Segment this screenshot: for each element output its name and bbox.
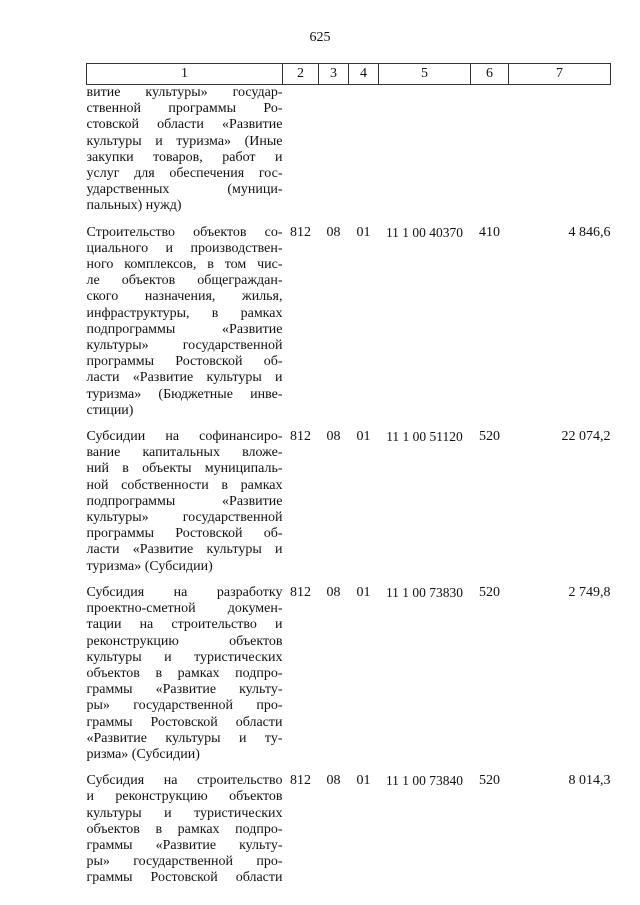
description-line: ры» государственной про- — [86, 698, 283, 714]
description-line: граммы Ростовской области — [86, 714, 283, 730]
description-line: проектно-сметной докумен- — [86, 601, 283, 617]
row-expense-type: 520 — [479, 773, 500, 789]
budget-table — [86, 63, 611, 897]
row-ministry: 812 — [290, 773, 311, 789]
row-subsection: 01 — [356, 429, 371, 445]
description-line: программы Ростовской об- — [86, 354, 283, 370]
description-line: ственной программы Ро- — [86, 101, 283, 117]
description-line: ний в объекты муниципаль- — [86, 461, 283, 477]
header-col-2: 2 — [283, 64, 319, 85]
row-section: 08 — [326, 429, 341, 445]
description-line: культуры и туристических — [86, 805, 283, 821]
description-line: витие культуры» государ- — [86, 85, 283, 100]
description-line: ласти «Развитие культуры и — [86, 542, 283, 558]
row-subsection: 01 — [356, 584, 371, 600]
page-number: 625 — [309, 30, 331, 45]
row-target: 11 1 00 73830 — [385, 584, 464, 600]
description-line: закупки товаров, работ и — [86, 149, 283, 165]
table-row — [87, 585, 611, 773]
row-ministry — [283, 85, 319, 225]
description-line: туризма» (Субсидии) — [86, 558, 213, 574]
row-expense-type — [471, 85, 509, 225]
description-line: Субсидия на разработку — [86, 584, 283, 600]
description-line: ского назначения, жилья, — [86, 289, 283, 305]
row-subsection: 01 — [356, 224, 371, 240]
description-line: граммы Ростовской области — [86, 870, 283, 886]
description-line: ры» государственной про- — [86, 854, 283, 870]
row-amount: 22 074,2 — [561, 429, 611, 445]
description-line: услуг для обеспечения гос- — [86, 166, 283, 182]
row-ministry: 812 — [290, 224, 311, 240]
row-subsection — [349, 85, 379, 225]
row-target: 11 1 00 51120 — [386, 429, 463, 445]
row-ministry: 812 — [290, 429, 311, 445]
header-col-4: 4 — [349, 64, 379, 85]
header-col-7: 7 — [509, 64, 611, 85]
description-line: пальных) нужд) — [86, 198, 182, 214]
row-section: 08 — [326, 773, 341, 789]
description-line: ле объектов общеграждан- — [86, 273, 283, 289]
row-amount: 4 846,6 — [568, 224, 611, 240]
header-col-6: 6 — [471, 64, 509, 85]
description-line: подпрограммы «Развитие — [86, 321, 283, 337]
row-section — [319, 85, 349, 225]
row-description — [87, 429, 283, 585]
header-row — [87, 64, 611, 85]
description-line: подпрограммы «Развитие — [86, 493, 283, 509]
row-target: 11 1 00 40370 — [385, 224, 464, 240]
description-line: культуры» государственной — [86, 338, 283, 354]
description-line: стовской области «Развитие — [86, 117, 283, 133]
description-line: Субсидии на софинансиро- — [86, 429, 283, 445]
description-line: и реконструкцию объектов — [86, 789, 283, 805]
row-expense-type: 520 — [479, 429, 500, 445]
row-expense-type: 520 — [479, 584, 500, 600]
description-line: реконструкцию объектов — [86, 633, 283, 649]
table-row — [87, 773, 611, 896]
row-target — [379, 85, 471, 225]
description-line: вание капитальных вложе- — [86, 445, 283, 461]
description-line: циального и производствен- — [86, 240, 283, 256]
header-col-3: 3 — [319, 64, 349, 85]
row-subsection: 01 — [356, 773, 371, 789]
description-line: ного комплексов, в том чис- — [86, 257, 283, 273]
header-col-5: 5 — [379, 64, 471, 85]
description-line: культуры» государственной — [86, 510, 283, 526]
row-amount — [509, 85, 611, 225]
description-line: культуры и туристических — [86, 649, 283, 665]
description-line: объектов в рамках подпро- — [86, 665, 283, 681]
header-col-1: 1 — [87, 64, 283, 85]
description-line: стиции) — [86, 402, 134, 418]
row-section: 08 — [326, 584, 341, 600]
description-line: ной собственности в рамках — [86, 477, 283, 493]
description-line: «Развитие культуры и ту- — [86, 730, 283, 746]
description-line: инфраструктуры, в рамках — [86, 305, 283, 321]
table-row — [87, 85, 611, 225]
row-description — [87, 585, 283, 773]
table-row — [87, 429, 611, 585]
description-line: туризма» (Бюджетные инве- — [86, 386, 283, 402]
description-line: Субсидия на строительство — [86, 773, 283, 789]
row-description — [87, 85, 283, 225]
row-amount: 8 014,3 — [568, 773, 611, 789]
description-line: программы Ростовской об- — [86, 526, 283, 542]
row-section: 08 — [326, 224, 341, 240]
row-amount: 2 749,8 — [568, 584, 611, 600]
description-line: ласти «Развитие культуры и — [86, 370, 283, 386]
description-line: ударственных (муници- — [86, 182, 283, 198]
row-description — [87, 225, 283, 429]
description-line: Строительство объектов со- — [86, 224, 283, 240]
row-description — [87, 773, 283, 896]
description-line: культуры и туризма» (Иные — [86, 133, 283, 149]
row-ministry: 812 — [290, 584, 311, 600]
table-row — [87, 225, 611, 429]
description-line: ризма» (Субсидии) — [86, 746, 200, 762]
row-target: 11 1 00 73840 — [385, 773, 464, 789]
description-line: граммы «Развитие культу- — [86, 837, 283, 853]
row-expense-type: 410 — [479, 224, 500, 240]
description-line: тации на строительство и — [86, 617, 283, 633]
description-line: граммы «Развитие культу- — [86, 682, 283, 698]
description-line: объектов в рамках подпро- — [86, 821, 283, 837]
